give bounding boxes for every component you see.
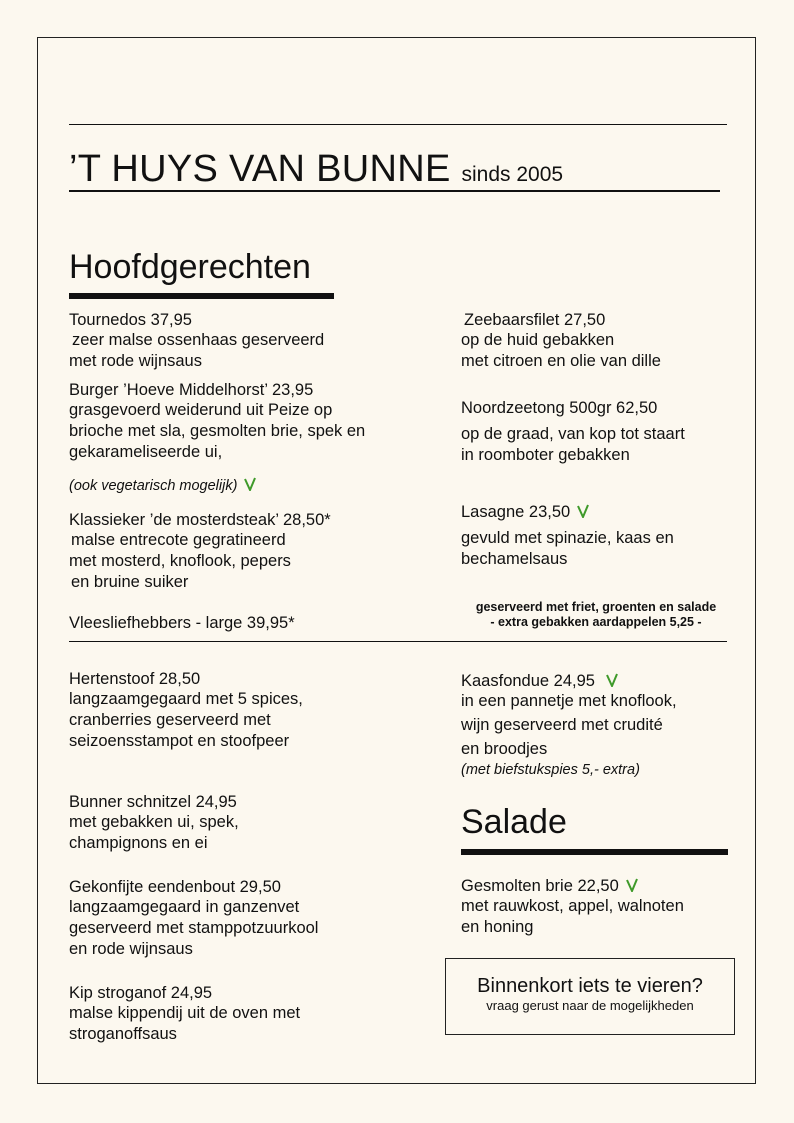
section-title-main: Hoofdgerechten — [69, 248, 311, 286]
served-with-note — [445, 600, 747, 630]
dish-desc: met rauwkost, appel, walnoten — [461, 897, 684, 915]
dish-desc: en honing — [461, 918, 534, 936]
dish-desc: grasgevoerd weiderund uit Peize op — [69, 401, 333, 419]
top-rule — [69, 124, 727, 125]
dish-name: Gekonfijte eendenbout 29,50 — [69, 878, 281, 896]
dish-eendenbout — [69, 878, 429, 960]
dish-name: Lasagne 23,50 — [461, 503, 571, 521]
dish-desc: met gebakken ui, spek, — [69, 813, 239, 831]
dish-name: Kaasfondue 24,95 — [461, 672, 595, 690]
dish-name: Gesmolten brie 22,50 — [461, 877, 619, 895]
dish-desc: stroganoffsaus — [69, 1025, 177, 1043]
dish-vleesliefhebbers — [69, 614, 429, 633]
dish-name: Bunner schnitzel 24,95 — [69, 793, 237, 811]
dish-name: Noordzeetong 500gr 62,50 — [461, 399, 658, 417]
promo-subtext: vraag gerust naar de mogelijkheden — [486, 998, 694, 1013]
dish-desc: brioche met sla, gesmolten brie, spek en — [69, 422, 366, 440]
dish-name: Klassieker ’de mosterdsteak’ 28,50* — [69, 511, 331, 529]
dish-lasagne — [461, 503, 794, 570]
restaurant-name: ’T HUYS VAN BUNNE — [69, 148, 451, 190]
burger-note — [69, 477, 257, 494]
restaurant-title — [69, 148, 563, 191]
dish-desc: wijn geserveerd met crudité — [461, 716, 663, 734]
leaf-icon — [576, 504, 590, 518]
dish-desc: in roomboter gebakken — [461, 446, 630, 464]
fondue-note: (met biefstukspies 5,- extra) — [461, 762, 640, 778]
leaf-icon — [243, 477, 257, 491]
dish-desc: zeer malse ossenhaas geserveerd — [72, 331, 325, 349]
dish-desc: met citroen en olie van dille — [461, 352, 661, 370]
dish-gesmolten-brie — [461, 877, 794, 938]
section-underline-main — [69, 293, 334, 299]
dish-desc: seizoensstampot en stoofpeer — [69, 732, 290, 750]
dish-kaasfondue — [461, 672, 794, 778]
dish-desc: malse kippendij uit de oven met — [69, 1004, 301, 1022]
dish-tournedos — [69, 311, 429, 372]
dish-desc: cranberries geserveerd met — [69, 711, 271, 729]
promo-box — [445, 958, 735, 1035]
vegetarian-note: (ook vegetarisch mogelijk) — [69, 478, 238, 494]
dish-mosterdsteak — [69, 511, 429, 593]
dish-desc: en rode wijnsaus — [69, 940, 193, 958]
dish-desc: en bruine suiker — [71, 573, 189, 591]
dish-desc: champignons en ei — [69, 834, 208, 852]
dish-name: Burger ’Hoeve Middelhorst’ 23,95 — [69, 381, 314, 399]
dish-desc: en broodjes — [461, 740, 548, 758]
dish-desc: in een pannetje met knoflook, — [461, 692, 677, 710]
since-text: sinds 2005 — [461, 163, 564, 186]
dish-desc: langzaamgegaard met 5 spices, — [69, 690, 303, 708]
dish-desc: malse entrecote gegratineerd — [71, 531, 286, 549]
dish-schnitzel — [69, 793, 429, 854]
section-underline-salade — [461, 849, 728, 855]
dish-desc: gekarameliseerde ui, — [69, 443, 223, 461]
title-underline — [69, 190, 720, 192]
section-title-salade: Salade — [461, 803, 567, 841]
served-with-line: geserveerd met friet, groenten en salade — [475, 600, 717, 614]
dish-name: Hertenstoof 28,50 — [69, 670, 201, 688]
dish-name: Tournedos 37,95 — [69, 311, 192, 329]
dish-desc: gevuld met spinazie, kaas en — [461, 529, 674, 547]
dish-desc: langzaamgegaard in ganzenvet — [69, 898, 300, 916]
dish-desc: op de graad, van kop tot staart — [461, 425, 685, 443]
dish-desc: met rode wijnsaus — [69, 352, 202, 370]
dish-kip-stroganof — [69, 984, 429, 1045]
dish-desc: met mosterd, knoflook, pepers — [69, 552, 291, 570]
dish-desc: bechamelsaus — [461, 550, 568, 568]
leaf-icon — [625, 878, 639, 892]
dish-noordzeetong — [461, 399, 794, 466]
dish-name: Zeebaarsfilet 27,50 — [464, 311, 606, 329]
dish-desc: op de huid gebakken — [461, 331, 615, 349]
dish-name: Kip stroganof 24,95 — [69, 984, 213, 1002]
dish-name: Vleesliefhebbers - large 39,95* — [69, 614, 295, 632]
dish-hertenstoof — [69, 670, 429, 752]
dish-burger — [69, 381, 439, 463]
extra-potatoes-line: - extra gebakken aardappelen 5,25 - — [490, 615, 702, 629]
middle-rule — [69, 641, 727, 642]
dish-zeebaarsfilet — [461, 311, 794, 372]
promo-heading: Binnenkort iets te vieren? — [477, 975, 703, 997]
leaf-icon — [605, 673, 619, 687]
dish-desc: geserveerd met stamppotzuurkool — [69, 919, 319, 937]
